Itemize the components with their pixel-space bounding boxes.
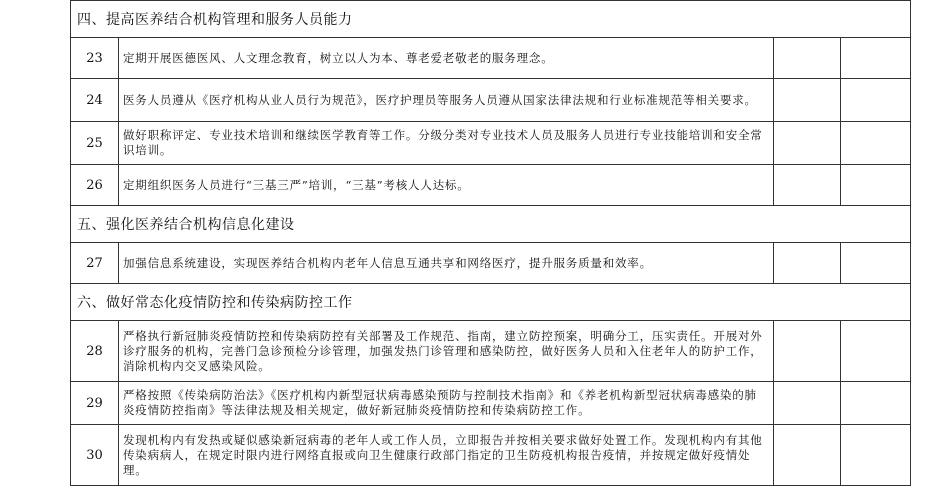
empty-cell xyxy=(841,425,911,486)
table-row xyxy=(71,38,911,79)
section-row xyxy=(71,1,911,38)
row-text: 定期组织医务人员进行“三基三严”培训，“三基”考核人人达标。 xyxy=(119,165,774,206)
row-number: 25 xyxy=(71,122,119,165)
empty-cell xyxy=(841,382,911,425)
empty-cell xyxy=(841,79,911,122)
checklist-table xyxy=(70,0,911,486)
row-text: 做好职称评定、专业技术培训和继续医学教育等工作。分级分类对专业技术人员及服务人员进行专业技能培训和安全常识培训。 xyxy=(119,122,774,165)
table-row xyxy=(71,165,911,206)
table-row xyxy=(71,122,911,165)
row-text: 严格按照《传染病防治法》《医疗机构内新型冠状病毒感染预防与控制技术指南》和《养老机构新型冠状病毒感染的肺炎疫情防控指南》等法律法规及相关规定，做好新冠肺炎疫情防控和传染病防控工作。 xyxy=(119,382,774,425)
empty-cell xyxy=(774,425,841,486)
row-number: 28 xyxy=(71,321,119,382)
row-text: 加强信息系统建设，实现医养结合机构内老年人信息互通共享和网络医疗，提升服务质量和效率。 xyxy=(119,243,774,284)
row-number: 27 xyxy=(71,243,119,284)
table-row xyxy=(71,79,911,122)
empty-cell xyxy=(774,79,841,122)
row-number: 29 xyxy=(71,382,119,425)
row-text: 严格执行新冠肺炎疫情防控和传染病防控有关部署及工作规范、指南，建立防控预案，明确分工，压实责任。开展对外诊疗服务的机构，完善门急诊预检分诊管理，加强发热门诊管理和感染防控，做好医务人员和入住老年人的防护工作，消除机构内交叉感染风险。 xyxy=(119,321,774,382)
table-row xyxy=(71,425,911,486)
empty-cell xyxy=(841,243,911,284)
row-number: 24 xyxy=(71,79,119,122)
empty-cell xyxy=(774,382,841,425)
row-number: 30 xyxy=(71,425,119,486)
row-number: 26 xyxy=(71,165,119,206)
empty-cell xyxy=(774,38,841,79)
empty-cell xyxy=(841,165,911,206)
section-row xyxy=(71,284,911,321)
empty-cell xyxy=(774,122,841,165)
empty-cell xyxy=(841,38,911,79)
row-text: 发现机构内有发热或疑似感染新冠病毒的老年人或工作人员，立即报告并按相关要求做好处置工作。发现机构内有其他传染病病人，在规定时限内进行网络直报或向卫生健康行政部门指定的卫生防疫机构报告疫情，并按规定做好疫情处理。 xyxy=(119,425,774,486)
table-row xyxy=(71,243,911,284)
empty-cell xyxy=(774,165,841,206)
empty-cell xyxy=(774,321,841,382)
empty-cell xyxy=(841,321,911,382)
empty-cell xyxy=(841,122,911,165)
table-row xyxy=(71,321,911,382)
row-text: 定期开展医德医风、人文理念教育，树立以人为本、尊老爱老敬老的服务理念。 xyxy=(119,38,774,79)
section-title: 五、强化医养结合机构信息化建设 xyxy=(71,206,911,243)
empty-cell xyxy=(774,243,841,284)
section-title: 六、做好常态化疫情防控和传染病防控工作 xyxy=(71,284,911,321)
row-number: 23 xyxy=(71,38,119,79)
section-title: 四、提高医养结合机构管理和服务人员能力 xyxy=(71,1,911,38)
table-row xyxy=(71,382,911,425)
section-row xyxy=(71,206,911,243)
row-text: 医务人员遵从《医疗机构从业人员行为规范》，医疗护理员等服务人员遵从国家法律法规和行业标准规范等相关要求。 xyxy=(119,79,774,122)
